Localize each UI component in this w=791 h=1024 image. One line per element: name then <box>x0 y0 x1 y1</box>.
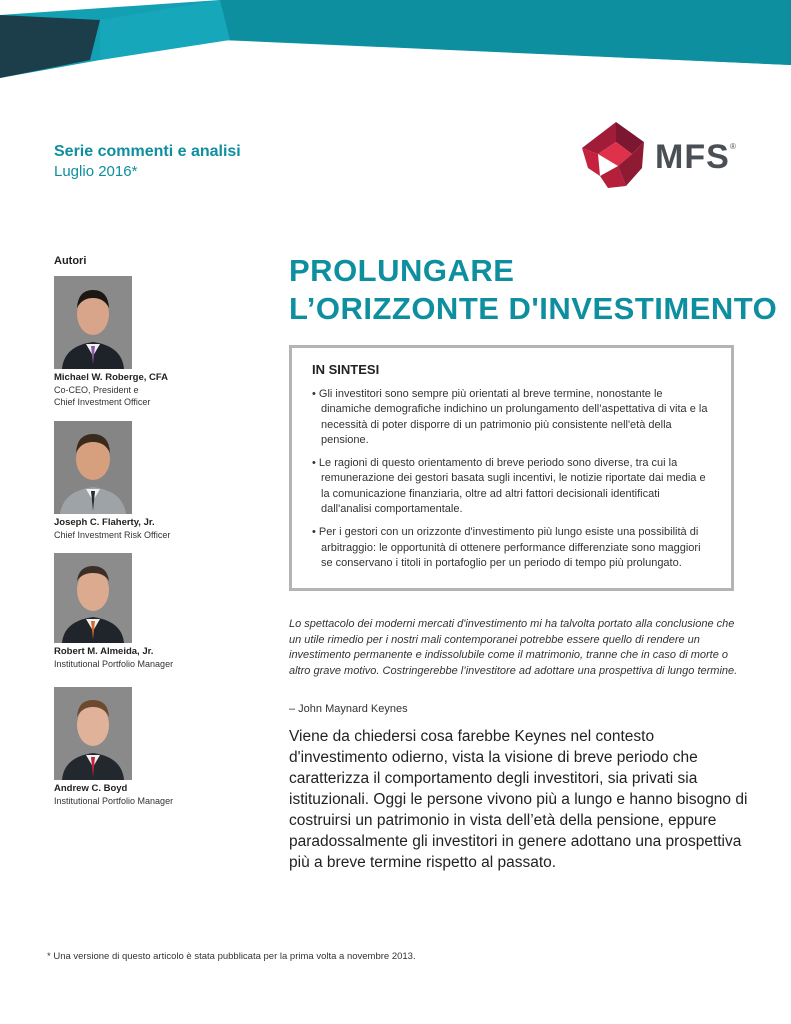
author-role: Institutional Portfolio Manager <box>54 659 174 669</box>
keynes-quote: Lo spettacolo dei moderni mercati d'investimento mi ha talvolta portato alla conclusione che un utile rimedio per i nostri mali contemporanei potrebbe essere quello di rendere un investimento permanente e indissolubile come il matrimonio, tranne che in caso di morte o altro grave motivo. Costringerebbe l’investitore ad adottare una prospettiva di lungo termine. <box>289 618 738 677</box>
author-name: Andrew C. Boyd <box>54 783 128 794</box>
logo-wordmark: MFS <box>655 138 730 176</box>
author-role: Chief Investment Risk Officer <box>54 530 171 540</box>
series-header <box>54 142 241 182</box>
authors-label: Autori <box>54 255 87 267</box>
author-name: Joseph C. Flaherty, Jr. <box>54 517 155 528</box>
summary-bullet: • Gli investitori sono sempre più orientati al breve termine, nonostante le dinamiche demografiche indichino un prolungamento dell’aspettativa di vita e la necessità di poter disporre di un patrimonio più consistente nell'età della pensione. <box>312 388 708 446</box>
summary-title: IN SINTESI <box>312 362 380 377</box>
author-name: Robert M. Almeida, Jr. <box>54 646 154 657</box>
author-card <box>54 687 254 807</box>
quote-attribution: – John Maynard Keynes <box>289 703 408 715</box>
author-card <box>54 276 254 408</box>
summary-box <box>289 345 734 591</box>
registered-mark: ® <box>730 142 736 151</box>
publication-date: Luglio 2016* <box>54 163 138 180</box>
author-card <box>54 553 254 670</box>
author-photo <box>54 687 132 780</box>
author-photo <box>54 553 132 643</box>
summary-bullet: • Le ragioni di questo orientamento di breve periodo sono diverse, tra cui la remunerazione dei gestori basata sugli incentivi, le notizie riportate dai media e la comunicazione finanziaria, oltre ad altri fattori decisionali identificati dall'analisi comportamentale. <box>312 457 706 516</box>
header-banner <box>0 0 791 80</box>
author-card <box>54 421 254 541</box>
footnote: * Una versione di questo articolo è stata pubblicata per la prima volta a novembre 2013. <box>47 951 416 962</box>
body-paragraph: Viene da chiedersi cosa farebbe Keynes nel contesto d'investimento odierno, vista la visione di breve periodo che caratterizza il comportamento degli investitori, sia privati sia istituzionali. Oggi le persone vivono più a lungo e hanno bisogno di costruirsi un patrimonio in vista dell’età della pensione, eppure paradossalmente gli investitori in genere adottano una prospettiva più a breve termine rispetto al passato. <box>289 728 748 871</box>
author-name: Michael W. Roberge, CFA <box>54 372 169 383</box>
author-role: Institutional Portfolio Manager <box>54 796 174 806</box>
author-photo <box>54 421 132 514</box>
mfs-logo <box>578 120 748 190</box>
mfs-logo-mark-icon <box>578 120 648 190</box>
series-title: Serie commenti e analisi <box>54 143 241 160</box>
headline-line-1: PROLUNGARE <box>289 253 515 288</box>
author-role: Co-CEO, President e Chief Investment Officer <box>54 385 151 407</box>
summary-bullet: • Per i gestori con un orizzonte d'investimento più lungo esiste una possibilità di arbitraggio: le opportunità di ottenere performance differenziate sono maggiori se conservano i titoli in portafoglio per un periodo di tempo più prolungato. <box>312 526 701 569</box>
author-photo <box>54 276 132 369</box>
headline-line-2: L’ORIZZONTE D'INVESTIMENTO <box>289 291 778 326</box>
article-headline <box>289 252 777 328</box>
